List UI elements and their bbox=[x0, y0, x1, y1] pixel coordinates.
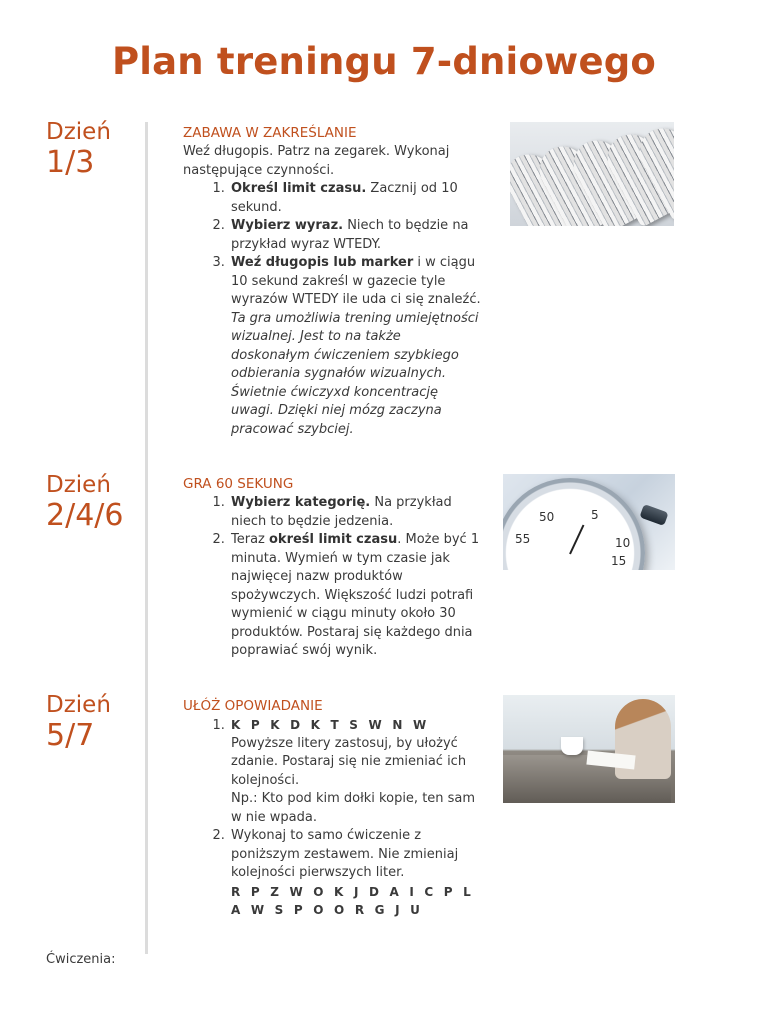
step-note: Ta gra umożliwia trening umiejętności wizualnej. Jest to na także doskonałym ćwiczeniem szybkiego odbierania sygnałów wizualnych. Świetnie ćwiczyxd koncentrację uwagi. Dzięki niej mózg zaczyna pracować szybciej. bbox=[231, 310, 479, 437]
stopwatch-number: 5 bbox=[591, 508, 599, 522]
step-bold: określ limit czasu bbox=[269, 532, 398, 547]
page-title: Plan treningu 7-dniowego bbox=[111, 40, 657, 83]
section-heading: GRA 60 SEKUNG bbox=[183, 476, 294, 492]
stopwatch-number: 55 bbox=[515, 532, 531, 546]
example-text: Kto pod kim dołki kopie, ten sam w nie wpada. bbox=[231, 791, 476, 825]
vertical-divider bbox=[145, 122, 148, 954]
footer-label: Ćwiczenia: bbox=[46, 952, 116, 967]
day-label-3 bbox=[46, 692, 111, 753]
day-label-2 bbox=[46, 472, 123, 533]
step-text: Wykonaj to samo ćwiczenie z poniższym zestawem. Nie zmieniaj kolejności pierwszych liter. bbox=[231, 828, 459, 880]
newspapers-photo bbox=[510, 122, 674, 226]
day-word: Dzień bbox=[46, 119, 111, 145]
day-label-1 bbox=[46, 119, 111, 180]
section-intro: Weź długopis. Patrz na zegarek. Wykonaj następujące czynności. bbox=[183, 144, 450, 178]
stopwatch-number: 50 bbox=[539, 510, 555, 524]
day-word: Dzień bbox=[46, 692, 111, 718]
steps-list bbox=[183, 494, 483, 661]
list-item bbox=[229, 531, 483, 661]
stopwatch-number: 10 bbox=[615, 536, 631, 550]
steps-list bbox=[183, 180, 483, 439]
step-text: i w ciągu 10 sekund zakreśl w gazecie tyle wyrazów WTEDY ile uda ci się znaleźć. bbox=[231, 255, 481, 307]
section-heading: ZABAWA W ZAKREŚLANIE bbox=[183, 125, 357, 141]
step-text: . Może być 1 minuta. Wymień w tym czasie jak najwięcej nazw produktów spożywczych. Większość ludzi potrafi wymienić w ciągu minuty około 30 produktów. Postaraj się każdego dnia poprawiać swój wynik. bbox=[231, 532, 480, 658]
section-day-3 bbox=[183, 697, 483, 920]
steps-list bbox=[183, 716, 483, 920]
step-text: Na przykład niech to będzie jedzenia. bbox=[231, 495, 452, 529]
step-bold: Wybierz kategorię. bbox=[231, 495, 371, 510]
letter-sequence: R P Z W O K J D A I C P L A W S P O O R G J U bbox=[231, 884, 475, 917]
day-number: 2/4/6 bbox=[46, 498, 124, 533]
step-bold: Wybierz wyraz. bbox=[231, 218, 344, 233]
letter-sequence: 1. K P K D K T S W N W bbox=[231, 718, 430, 732]
list-item bbox=[229, 180, 483, 217]
example-label: Np.: bbox=[231, 791, 258, 806]
step-text: Powyższe litery zastosuj, by ułożyć zdanie. Postaraj się nie zmieniać ich kolejności. bbox=[231, 735, 467, 788]
stopwatch-photo bbox=[503, 474, 675, 570]
list-item bbox=[229, 494, 483, 531]
step-text: Zacznij od 10 sekund. bbox=[231, 181, 458, 215]
day-number: 1/3 bbox=[46, 145, 95, 180]
list-item bbox=[229, 827, 483, 920]
section-day-2 bbox=[183, 475, 483, 661]
step-bold: Określ limit czasu. bbox=[231, 181, 367, 196]
day-number: 5/7 bbox=[46, 718, 95, 753]
step-bold: Weź długopis lub marker bbox=[231, 255, 414, 270]
section-day-1 bbox=[183, 124, 483, 439]
writing-woman-photo bbox=[503, 695, 675, 803]
list-item bbox=[229, 254, 483, 439]
list-item bbox=[229, 716, 483, 827]
list-item bbox=[229, 217, 483, 254]
step-pre: Teraz bbox=[231, 532, 269, 547]
stopwatch-number: 15 bbox=[611, 554, 627, 568]
step-text: Niech to będzie na przykład wyraz WTEDY. bbox=[231, 218, 469, 252]
day-word: Dzień bbox=[46, 472, 111, 498]
section-heading: UŁÓŻ OPOWIADANIE bbox=[183, 698, 323, 714]
